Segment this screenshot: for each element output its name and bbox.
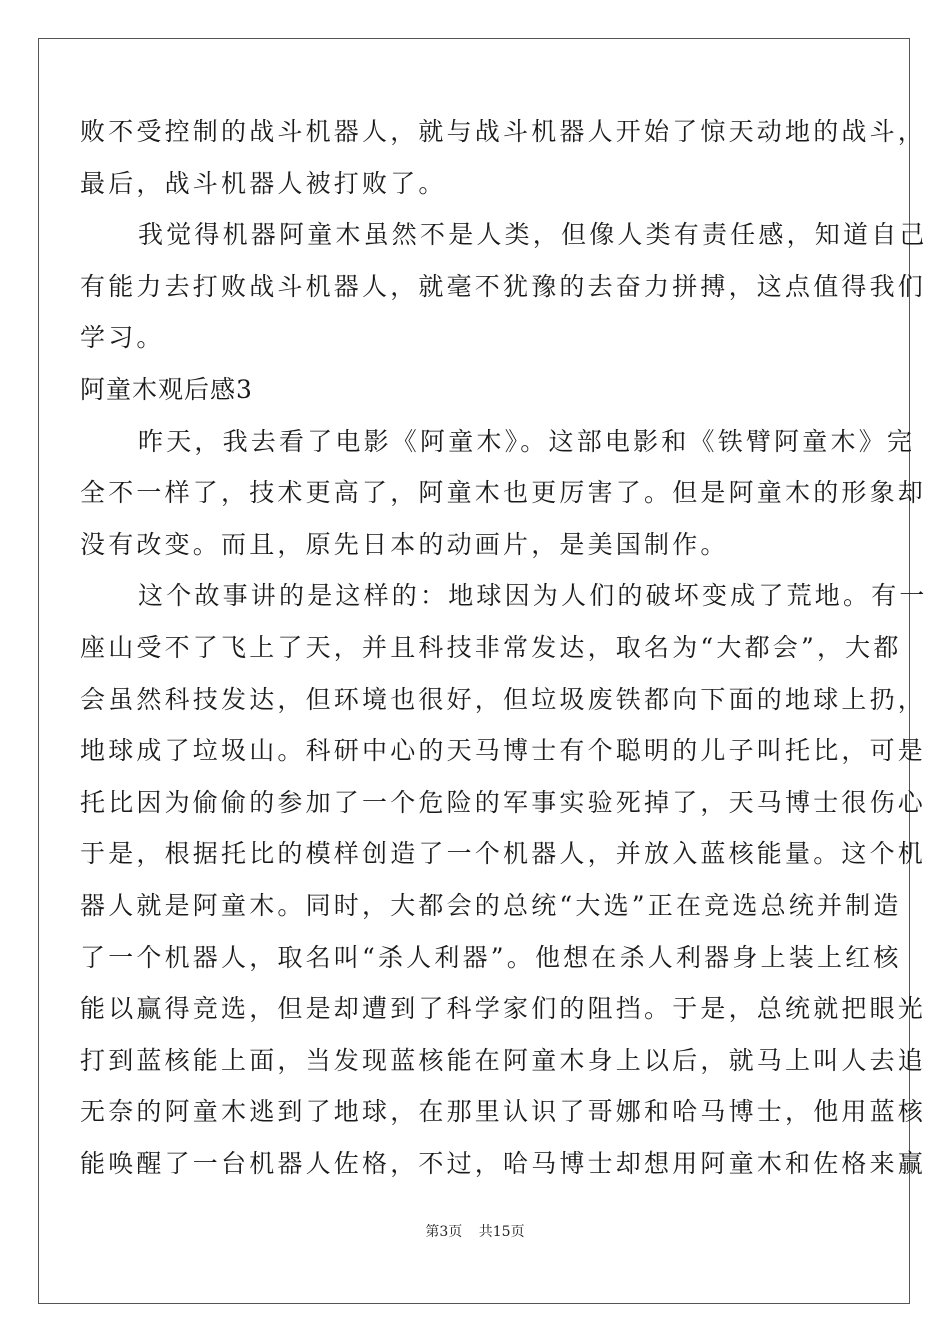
text-line: 打到蓝核能上面，当发现蓝核能在阿童木身上以后，就马上叫人去追: [80, 1045, 927, 1075]
document-body: [80, 106, 928, 1189]
text-line: 于是，根据托比的模样创造了一个机器人，并放入蓝核能量。这个机: [80, 839, 927, 869]
text-line: 地球成了垃圾山。科研中心的天马博士有个聪明的儿子叫托比，可是: [80, 736, 927, 766]
text-line: 了一个机器人，取名叫“杀人利器”。他想在杀人利器身上装上红核: [80, 942, 902, 972]
section-heading: 阿童木观后感3: [80, 374, 253, 404]
text-line: 败不受控制的战斗机器人，就与战斗机器人开始了惊天动地的战斗，: [80, 117, 927, 146]
text-line: 会虽然科技发达，但环境也很好，但垃圾废铁都向下面的地球上扔，: [80, 684, 927, 714]
text-line: 能唤醒了一台机器人佐格，不过，哈马博士却想用阿童木和佐格来赢: [80, 1148, 927, 1178]
text-line: 学习。: [80, 323, 165, 353]
page-number: 第3页: [425, 1224, 463, 1240]
text-line: 没有改变。而且，原先日本的动画片，是美国制作。: [80, 529, 729, 559]
text-line: 座山受不了飞上了天，并且科技非常发达，取名为“大都会”，大都: [80, 632, 902, 662]
total-pages: 共15页: [478, 1224, 525, 1240]
text-line: 无奈的阿童木逃到了地球，在那里认识了哥娜和哈马博士，他用蓝核: [80, 1097, 927, 1127]
paragraph-start-line: 昨天，我去看了电影《阿童木》。这部电影和《铁臂阿童木》完: [138, 426, 916, 456]
text-line: 全不一样了，技术更高了，阿童木也更厉害了。但是阿童木的形象却: [80, 478, 927, 508]
paragraph-start-line: 这个故事讲的是这样的：地球因为人们的破坏变成了荒地。有一: [138, 581, 928, 611]
page-footer: [0, 1221, 950, 1241]
text-line: 最后，战斗机器人被打败了。: [80, 168, 447, 198]
text-line: 器人就是阿童木。同时，大都会的总统“大选”正在竞选总统并制造: [80, 890, 902, 920]
paragraph-start-line: 我觉得机器阿童木虽然不是人类，但像人类有责任感，知道自己: [138, 220, 928, 250]
text-line: 能以赢得竞选，但是却遭到了科学家们的阻挡。于是，总统就把眼光: [80, 994, 927, 1024]
text-line: 有能力去打败战斗机器人，就毫不犹豫的去奋力拼搏，这点值得我们: [80, 271, 927, 301]
text-line: 托比因为偷偷的参加了一个危险的军事实验死掉了，天马博士很伤心: [80, 787, 927, 817]
